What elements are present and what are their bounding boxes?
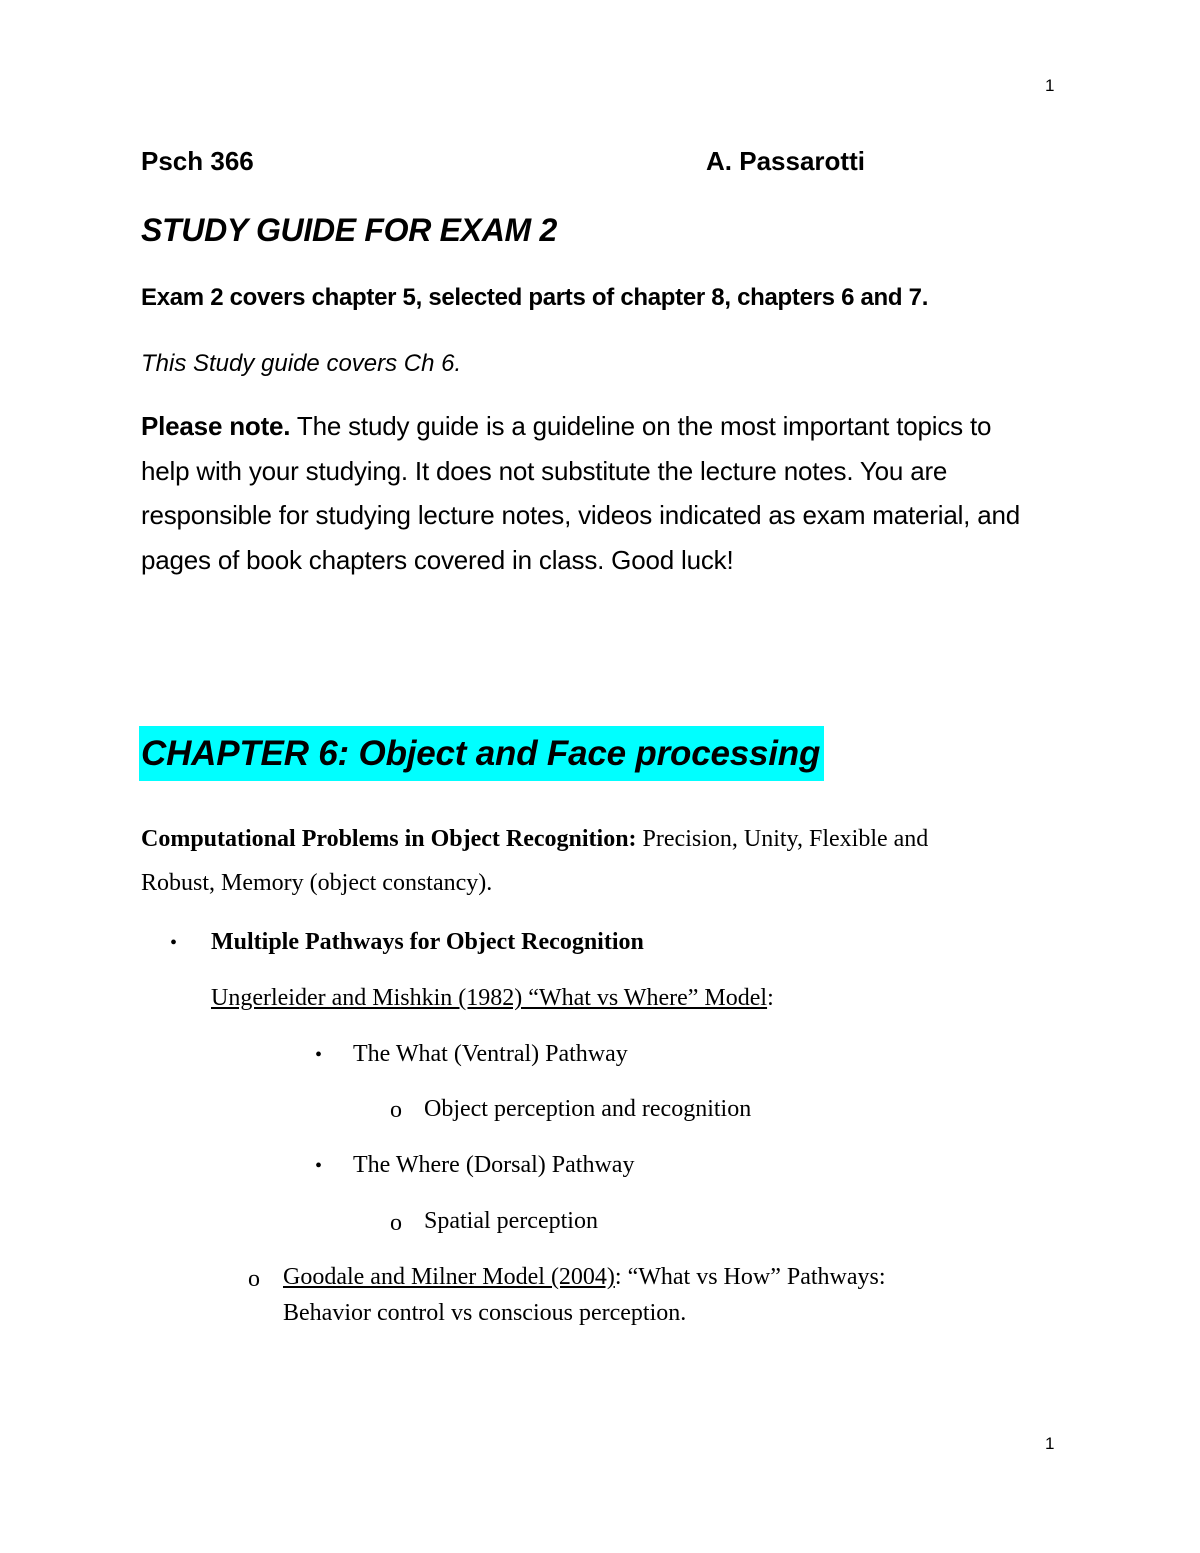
chapter-heading-highlight [139,726,824,781]
computational-problems-line2: Robust, Memory (object constancy). [141,870,493,896]
computational-problems-list: Precision, Unity, Flexible and [642,826,929,852]
where-pathway-detail: Spatial perception [424,1208,598,1234]
what-pathway: The What (Ventral) Pathway [353,1041,628,1067]
course-code: Psch 366 [141,146,254,176]
computational-problems-line1 [141,826,928,853]
page-number-bottom: 1 [1045,1434,1055,1453]
model2-name: Goodale and Milner Model (2004) [283,1264,615,1290]
model1-colon: : [767,985,774,1011]
chapter-heading: CHAPTER 6: Object and Face processing [141,734,821,773]
model2-line1 [283,1264,886,1291]
computational-problems-label: Computational Problems in Object Recognition: [141,826,637,852]
sub-bullet-icon: o [390,1210,402,1236]
note-label: Please note. [141,411,291,441]
sub-bullet-icon: o [390,1097,402,1123]
page-number-top: 1 [1045,76,1055,95]
document-title: STUDY GUIDE FOR EXAM 2 [141,212,557,248]
bullet-icon: • [170,932,178,954]
note-paragraph [141,404,1041,582]
note-text: The study guide is a guideline on the most important topics to help with your studying. It does not substitute the lecture notes. You are responsible for studying lecture notes, videos indicated as exam material, and pages of book chapters covered in class. Good luck! [141,411,1021,575]
guide-scope: This Study guide covers Ch 6. [141,350,462,377]
exam-coverage: Exam 2 covers chapter 5, selected parts of chapter 8, chapters 6 and 7. [141,284,929,311]
instructor-name: A. Passarotti [706,146,865,176]
model1-line [211,985,774,1012]
sub-bullet-icon: o [248,1266,260,1292]
bullet-icon: • [315,1155,323,1177]
pathways-heading: Multiple Pathways for Object Recognition [211,929,644,955]
model1-name: Ungerleider and Mishkin (1982) “What vs Where” Model [211,985,768,1011]
bullet-icon: • [315,1044,323,1066]
where-pathway: The Where (Dorsal) Pathway [353,1152,635,1178]
model2-rest: : “What vs How” Pathways: [614,1264,886,1290]
model2-line2: Behavior control vs conscious perception. [283,1300,687,1326]
what-pathway-detail: Object perception and recognition [424,1096,752,1122]
